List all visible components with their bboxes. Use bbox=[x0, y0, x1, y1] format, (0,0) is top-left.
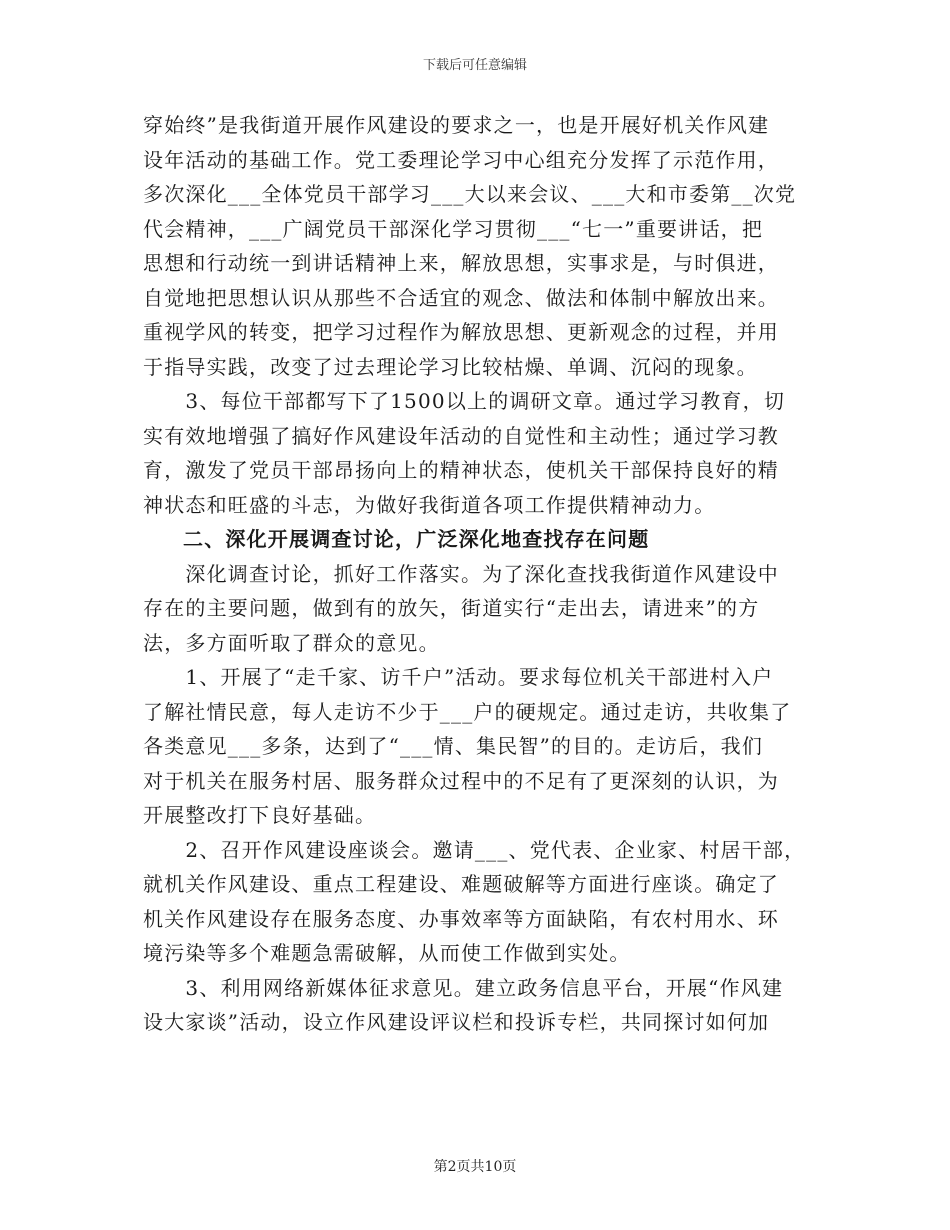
text-line: 就机关作风建设、重点工程建设、难题破解等方面进行座谈。确定了 bbox=[143, 872, 779, 896]
text-line: 设年活动的基础工作。党工委理论学习中心组充分发挥了示范作用， bbox=[143, 147, 779, 172]
text-line: 存在的主要问题，做到有的放矢，街道实行“走出去，请进来”的方 bbox=[143, 596, 760, 620]
text-line: 1、开展了“走千家、访千户”活动。要求每位机关干部进村入户 bbox=[143, 665, 774, 689]
text-line: 神状态和旺盛的斗志，为做好我街道各项工作提供精神动力。 bbox=[143, 492, 716, 517]
text-line: 各类意见___多条，达到了“___情、集民智”的目的。走访后，我们 bbox=[143, 734, 764, 758]
text-line: 法，多方面听取了群众的意见。 bbox=[143, 630, 440, 655]
text-line: 2、召开作风建设座谈会。邀请___、党代表、企业家、村居干部， bbox=[143, 837, 806, 862]
text-line: 境污染等多个难题急需破解，从而使工作做到实处。 bbox=[143, 941, 631, 965]
text-line: 多次深化___全体党员干部学习___大以来会议、___大和市委第__次党 bbox=[143, 182, 797, 206]
text-line: 于指导实践，改变了过去理论学习比较枯燥、单调、沉闷的现象。 bbox=[143, 354, 758, 379]
text-line: 育，激发了党员干部昂扬向上的精神状态，使机关干部保持良好的精 bbox=[143, 458, 779, 482]
text-line: 机关作风建设存在服务态度、办事效率等方面缺陷，有农村用水、环 bbox=[143, 906, 779, 931]
text-line: 重视学风的转变，把学习过程作为解放思想、更新观念的过程，并用 bbox=[143, 320, 779, 344]
text-line: 3、利用网络新媒体征求意见。建立政务信息平台，开展“作风建 bbox=[143, 975, 784, 1000]
text-line: 深化调查讨论，抓好工作落实。为了深化查找我街道作风建设中 bbox=[143, 561, 779, 586]
text-line: 穿始终”是我街道开展作风建设的要求之一，也是开展好机关作风建 bbox=[143, 113, 770, 137]
text-line: 思想和行动统一到讲话精神上来，解放思想，实事求是，与时俱进， bbox=[143, 251, 779, 275]
page-footer: 第2页共10页 bbox=[433, 1159, 517, 1175]
page-header: 下载后可任意编辑 bbox=[422, 58, 527, 73]
text-line: 实有效地增强了搞好作风建设年活动的自觉性和主动性；通过学习教 bbox=[143, 423, 779, 448]
text-line: 3、每位干部都写下了1500以上的调研文章。通过学习教育，切 bbox=[143, 389, 786, 413]
text-line: 代会精神，___广阔党员干部深化学习贯彻___“七一”重要讲话，把 bbox=[143, 216, 764, 241]
text-line: 对于机关在服务村居、服务群众过程中的不足有了更深刻的认识，为 bbox=[143, 768, 779, 793]
section-heading: 二、深化开展调查讨论，广泛深化地查找存在问题 bbox=[183, 527, 650, 551]
text-line: 设大家谈”活动，设立作风建设评议栏和投诉专栏，共同探讨如何加 bbox=[143, 1010, 770, 1034]
body-text bbox=[143, 108, 809, 1040]
text-line: 开展整改打下良好基础。 bbox=[143, 803, 377, 827]
document-body bbox=[143, 108, 809, 1040]
text-line: 自觉地把思想认识从那些不合适宜的观念、做法和体制中解放出来。 bbox=[143, 285, 779, 310]
text-line: 了解社情民意，每人走访不少于___户的硬规定。通过走访，共收集了 bbox=[143, 699, 792, 724]
